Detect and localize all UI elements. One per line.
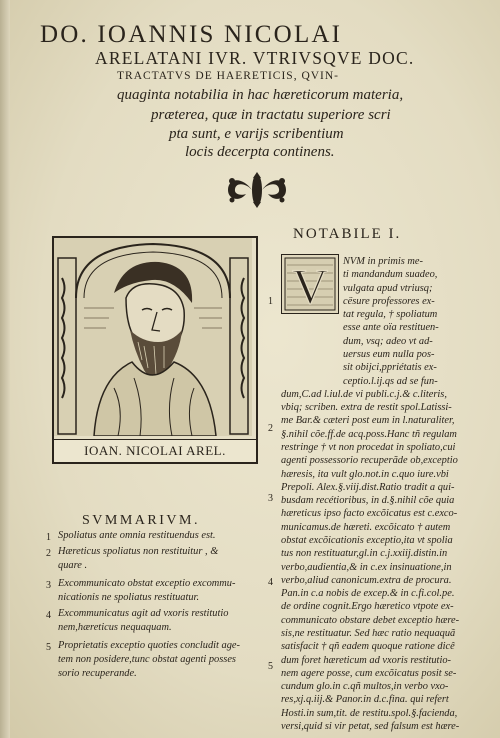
notabile-line: hæresis, ita vult glo.not.in c.quo iure.vbi	[281, 468, 449, 480]
notabile-line: hæreticus ipso facto excõicatus est c.exco-	[281, 508, 458, 520]
summary-number: 1	[46, 532, 51, 543]
notabile-line: res,xj.q.iij.& Panor.in d.c.fina. qui refert	[281, 694, 449, 706]
summary-item-line: Excommunicatus agit ad vxoris restitutio	[58, 608, 229, 619]
notabile-line: ceptio.l.ij.qs ad se fun-	[343, 375, 438, 387]
margin-number: 3	[268, 493, 273, 504]
notabile-line: Pan.in c.a nobis de excep.& in c.fi.col.pe.	[281, 588, 455, 600]
notabile-line: Prepoli. Alex.§.viij.dist.Ratio tradit a qui-	[281, 481, 455, 493]
title-line-3: TRACTATVS DE HAERETICIS, QVIN-	[117, 70, 340, 82]
notabile-heading: NOTABILE I.	[293, 226, 402, 242]
summary-item-line: Proprietatis exceptio quoties concludit age-	[58, 640, 240, 651]
margin-number: 1	[268, 296, 273, 307]
summary-item-line: nem,hæreticus nequaquam.	[58, 622, 172, 633]
notabile-line: dum, vsq; adeo vt ad-	[343, 335, 433, 347]
notabile-line: busdam recétioribus, in d.§.nihil cõe quia	[281, 495, 455, 507]
summary-number: 3	[46, 580, 51, 591]
summary-number: 4	[46, 610, 51, 621]
fleuron-ornament-icon	[222, 168, 292, 212]
notabile-line: vbiq; scriben. extra de restit spol.Latissi-	[281, 402, 452, 414]
margin-number: 4	[268, 577, 273, 588]
summary-number: 2	[46, 548, 51, 559]
notabile-line: tus non restituatur,gl.in c.j.xxiij.distin.in	[281, 548, 448, 560]
notabile-line: municamus.de hæreti. excõicato † autem	[281, 521, 451, 533]
title-body-line: pta sunt, e varijs scribentium	[169, 126, 344, 142]
summary-item-line: sorio recuperande.	[58, 668, 137, 679]
title-body-line: præterea, quæ in tractatu superiore scri	[151, 107, 391, 123]
notabile-line: nem agere posse, cum excõicatus posit se-	[281, 667, 457, 679]
notabile-line: agenti possessorio recuperãde ob,exceptio	[281, 455, 458, 467]
author-portrait	[52, 236, 258, 464]
notabile-line: ti mandandum suadeo,	[343, 269, 438, 281]
notabile-line: sis,ne restituatur. Sed hæc ratio nequaquã	[281, 628, 456, 639]
summary-number: 5	[46, 642, 51, 653]
notabile-line: esse ante oïa restituen-	[343, 322, 439, 334]
notabile-line: me Bar.& cæteri post eum in l.naturaliter,	[281, 415, 455, 427]
summary-item-line: Excommunicato obstat exceptio excommu-	[58, 578, 236, 589]
notabile-line: verbo,aliud canonicum.extra de procura.	[281, 574, 452, 586]
title-line-1: DO. IOANNIS NICOLAI	[40, 21, 343, 48]
notabile-line: vulgata apud vtriusq;	[343, 282, 433, 294]
notabile-line: NVM in primis me-	[343, 256, 423, 267]
page-gutter	[0, 0, 10, 738]
summary-item-line: tem non posidere,tunc obstat agenti posses	[58, 654, 236, 665]
notabile-line: dum foret hæreticum ad vxoris restitutio-	[281, 654, 451, 666]
notabile-line: versi,quid si vir petat, sed falsum est hære-	[281, 721, 460, 732]
notabile-line: communicato obstare debet exceptio hære-	[281, 614, 460, 626]
summary-item-line: Spoliatus ante omnia restituendus est.	[58, 530, 216, 541]
notabile-line: de ordine cognit.Ergo hæretico vtpote ex-	[281, 601, 454, 613]
summary-item-line: Hæreticus spoliatus non restituitur , &	[58, 546, 219, 557]
notabile-line: Hosti.in sum,tit. de restitu.spol.§.facienda,	[281, 707, 458, 719]
notabile-line: verbo,audientia,& in c.ex insinuatione,in	[281, 561, 452, 573]
margin-number: 2	[268, 423, 273, 434]
summarium-heading: SVMMARIVM.	[82, 513, 200, 528]
notabile-line: §.nihil cõe.ff.de acq.poss.Hanc tñ regulam	[281, 428, 457, 440]
title-body-line: quaginta notabilia in hac hæreticorum materia,	[117, 87, 404, 103]
notabile-line: tat regula, † spoliatum	[343, 309, 438, 321]
summary-item-line: nicationis ne spoliatus restituatur.	[58, 592, 200, 603]
margin-number: 5	[268, 661, 273, 672]
notabile-line: sit obijci,ppriétatis ex-	[343, 362, 437, 374]
notabile-line: cundum glo.in c.qñ multos,in verbo vxo-	[281, 681, 449, 693]
initial-letter: V	[291, 258, 329, 313]
decorated-initial-v-icon	[282, 255, 338, 313]
notabile-line: restringe † vt non procedat in spoliato,cui	[281, 442, 456, 453]
title-body-line: locis decerpta continens.	[185, 144, 335, 160]
notabile-line: uersus eum nulla pos-	[343, 349, 435, 360]
decorated-initial	[281, 254, 339, 314]
notabile-line: obstat excõicationis exceptio,ita vt spolia	[281, 535, 453, 546]
portrait-caption: IOAN. NICOLAI AREL.	[54, 439, 256, 462]
notabile-line: cësure professores ex-	[343, 295, 435, 307]
notabile-line: dum,C.ad l.iul.de vi publi.c.j.& c.literis,	[281, 388, 447, 400]
title-line-2: ARELATANI IVR. VTRIVSQVE DOC.	[95, 48, 415, 68]
notabile-line: satisfacit † qñ eadem quoque ratione dicê	[281, 641, 455, 653]
portrait-woodcut-image	[54, 238, 252, 436]
summary-item-line: quare .	[58, 560, 88, 571]
